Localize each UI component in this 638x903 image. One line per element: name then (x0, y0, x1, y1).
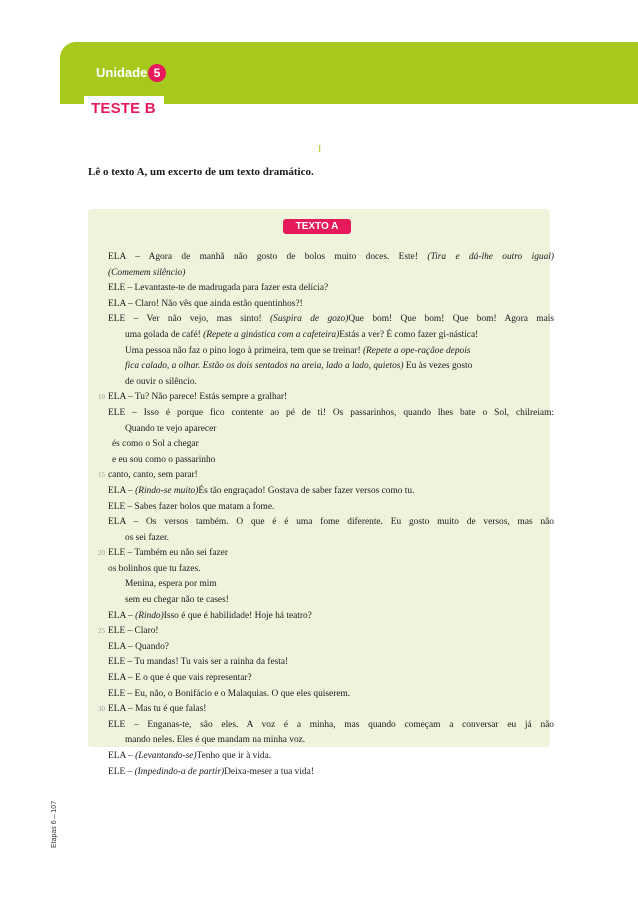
unit-label: Unidade (96, 65, 148, 80)
passage-line: (Comemem silêncio) (108, 267, 186, 278)
text-a-badge: TEXTO A (283, 219, 351, 234)
passage-line: Menina, espera por mim (125, 579, 217, 590)
passage-line: 30 ELA – Mas tu é que falas! (108, 702, 554, 718)
passage-line: ELE – Tu mandas! Tu vais ser a rainha da festa! (108, 657, 289, 668)
dramatic-passage (98, 250, 555, 780)
passage-line: 20 ELE – Também eu não sei fazer (108, 546, 554, 562)
passage-line: 10 ELA – Tu? Não parece! Estás sempre a gralhar! (108, 390, 554, 406)
passage-line: ELE – (Impedindo-a de partir)Deixa-meser a tua vida! (108, 766, 314, 777)
passage-line: ELE – Eu, não, o Bonifácio e o Malaquias. O que eles quiserem. (108, 688, 351, 699)
passage-line: ELA – E o que é que vais representar? (108, 673, 252, 684)
passage-line: ELA – Agora de manhã não gosto de bolos muito doces. Este! (Tira e dá-lhe outro igual) (108, 252, 555, 262)
passage-line: mando neles. Eles é que mandam na minha voz. (125, 735, 306, 746)
unit-number-badge: 5 (148, 64, 166, 82)
passage-line: e eu sou como o passarinho (112, 454, 216, 465)
passage-line: ELA – Claro! Não vês que ainda estão quentinhos?! (108, 298, 303, 309)
page-footer: Etapas 6 – 107 (51, 800, 58, 848)
passage-line: ELA – Quando? (108, 641, 169, 652)
passage-line: ELA – (Rindo)Isso é que é habilidade! Hoje há teatro? (108, 610, 312, 621)
passage-line: Uma pessoa não faz o pino logo à primeira, tem que se treinar! (Repete a ope-raçãoe depois (125, 345, 471, 356)
test-title: TESTE B (91, 100, 156, 117)
passage-line: Quando te vejo aparecer (125, 423, 217, 434)
section-number: I (318, 144, 322, 155)
line-number: 30 (98, 705, 105, 714)
passage-line: ELA – (Rindo-se muito)És tão engraçado! Gostava de saber fazer versos como tu. (108, 485, 415, 496)
passage-line: ELE – Isso é porque fico contente ao pé de ti! Os passarinhos, quando lhes bate o Sol, chilreiam: (108, 407, 554, 418)
passage-line: ELA – Os versos também. O que é é uma fome diferente. Eu gosto muito de versos, mas não (108, 517, 554, 528)
passage-line: uma golada de café! (Repete a ginástica com a cafeteira)Estás a ver? É como fazer gi-nástica! (125, 329, 479, 340)
passage-line: és como o Sol a chegar (112, 439, 199, 450)
line-number: 25 (98, 627, 105, 636)
instruction-text: Lê o texto A, um excerto de um texto dramático. (88, 166, 314, 178)
passage-line: ELA – (Levantando-se)Tenho que ir à vida. (108, 751, 272, 761)
passage-line: 25 ELE – Claro! (108, 624, 554, 640)
line-number: 15 (98, 471, 105, 480)
passage-line: ELE – Ver não vejo, mas sinto! (Suspira de gozo)Que bom! Que bom! Que bom! Agora mais (108, 314, 554, 325)
passage-line: ELE – Sabes fazer bolos que matam a fome. (108, 501, 275, 512)
passage-line: os sei fazer. (125, 532, 169, 543)
passage-line: sem eu chegar não te cases! (125, 595, 229, 606)
line-number: 10 (98, 393, 105, 402)
passage-line: fica calado, a olhar. Estão os dois sentados na areia, lado a lado, quietos) Eu às vezes gosto (125, 361, 473, 372)
passage-line: 15 canto, canto, sem parar! (108, 468, 554, 484)
passage-line: de ouvir o silêncio. (125, 376, 197, 387)
passage-line: ELE – Levantaste-te de madrugada para fazer esta delícia? (108, 283, 329, 294)
line-number: 20 (98, 549, 105, 558)
passage-line: ELE – Enganas-te, são eles. A voz é a minha, mas quando começam a conversar eu já não (108, 719, 554, 730)
passage-line: os bolinhos que tu fazes. (108, 563, 201, 574)
